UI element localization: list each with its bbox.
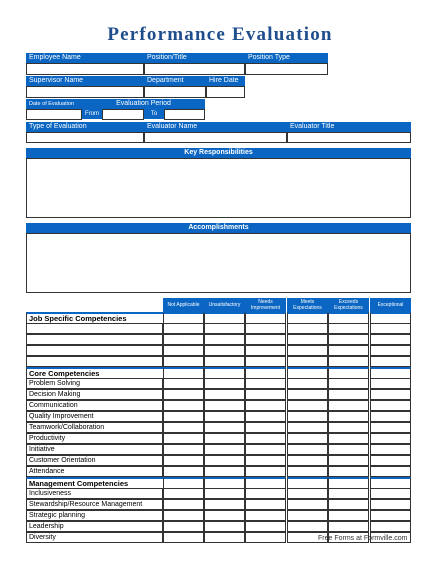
- rating-cell[interactable]: [163, 312, 204, 323]
- rating-cell[interactable]: [370, 334, 411, 345]
- rating-cell[interactable]: [163, 532, 204, 543]
- rating-cell[interactable]: [163, 466, 204, 477]
- rating-cell[interactable]: [370, 455, 411, 466]
- rating-cell[interactable]: [163, 455, 204, 466]
- rating-cell[interactable]: [163, 521, 204, 532]
- type-of-evaluation-label: Type of Evaluation: [26, 122, 144, 132]
- rating-cell[interactable]: [245, 510, 286, 521]
- department-label: Department: [144, 76, 206, 86]
- rating-cell[interactable]: [328, 345, 369, 356]
- rating-cell[interactable]: [163, 510, 204, 521]
- accomplishments-field[interactable]: [26, 233, 411, 293]
- footer-credit: Free Forms at Formville.com: [318, 535, 408, 542]
- rating-cell[interactable]: [163, 345, 204, 356]
- rating-cell[interactable]: [204, 312, 245, 323]
- rating-column-header: Not Applicable: [163, 298, 204, 312]
- rating-cell[interactable]: [245, 323, 286, 334]
- rating-cell[interactable]: [328, 378, 369, 389]
- rating-cell[interactable]: [204, 422, 245, 433]
- rating-cell[interactable]: [370, 433, 411, 444]
- rating-cell[interactable]: [328, 433, 369, 444]
- rating-column-header: Meets Expectations: [287, 298, 328, 312]
- rating-cell[interactable]: [287, 422, 328, 433]
- competency-item: Communication: [26, 400, 163, 411]
- rating-cell[interactable]: [328, 477, 369, 488]
- rating-cell[interactable]: [245, 345, 286, 356]
- competency-item: Attendance: [26, 466, 163, 477]
- rating-cell[interactable]: [287, 367, 328, 378]
- rating-cell[interactable]: [287, 411, 328, 422]
- rating-cell[interactable]: [245, 312, 286, 323]
- supervisor-name-field[interactable]: [26, 86, 144, 98]
- competency-item: Diversity: [26, 532, 163, 543]
- rating-cell[interactable]: [328, 444, 369, 455]
- rating-cell[interactable]: [245, 422, 286, 433]
- competency-item: Customer Orientation: [26, 455, 163, 466]
- competency-item: Inclusiveness: [26, 488, 163, 499]
- rating-cell[interactable]: [287, 345, 328, 356]
- to-label: To: [144, 109, 164, 119]
- from-date-field[interactable]: [102, 109, 144, 120]
- rating-cell[interactable]: [328, 422, 369, 433]
- rating-cell[interactable]: [245, 411, 286, 422]
- rating-cell[interactable]: [204, 356, 245, 367]
- rating-cell[interactable]: [287, 400, 328, 411]
- rating-cell[interactable]: [163, 356, 204, 367]
- rating-cell[interactable]: [163, 433, 204, 444]
- rating-cell[interactable]: [163, 499, 204, 510]
- rating-cell[interactable]: [328, 455, 369, 466]
- rating-cell[interactable]: [287, 521, 328, 532]
- competency-item: [26, 356, 163, 367]
- rating-cell[interactable]: [370, 521, 411, 532]
- evaluator-name-field[interactable]: [144, 132, 287, 143]
- rating-cell[interactable]: [245, 466, 286, 477]
- competency-section-title: Management Competencies: [26, 477, 163, 488]
- rating-cell[interactable]: [204, 477, 245, 488]
- position-title-field[interactable]: [144, 63, 245, 75]
- rating-cell[interactable]: [163, 488, 204, 499]
- rating-column-header: Exceeds Expectations: [328, 298, 369, 312]
- rating-cell[interactable]: [163, 389, 204, 400]
- employee-name-label: Employee Name: [26, 53, 144, 63]
- rating-cell[interactable]: [204, 499, 245, 510]
- rating-cell[interactable]: [204, 389, 245, 400]
- competency-item: Problem Solving: [26, 378, 163, 389]
- rating-cell[interactable]: [370, 312, 411, 323]
- rating-cell[interactable]: [163, 400, 204, 411]
- rating-cell[interactable]: [163, 367, 204, 378]
- rating-cell[interactable]: [287, 510, 328, 521]
- rating-cell[interactable]: [328, 334, 369, 345]
- rating-column-header: Needs Improvement: [245, 298, 286, 312]
- from-label: From: [82, 109, 102, 119]
- rating-cell[interactable]: [370, 323, 411, 334]
- key-responsibilities-field[interactable]: [26, 158, 411, 218]
- rating-cell[interactable]: [287, 488, 328, 499]
- rating-cell[interactable]: [163, 323, 204, 334]
- rating-cell[interactable]: [370, 422, 411, 433]
- rating-header-blank: [26, 298, 163, 312]
- rating-cell[interactable]: [328, 400, 369, 411]
- rating-cell[interactable]: [370, 400, 411, 411]
- competency-item: Quality Improvement: [26, 411, 163, 422]
- rating-cell[interactable]: [204, 444, 245, 455]
- rating-cell[interactable]: [287, 433, 328, 444]
- supervisor-name-label: Supervisor Name: [26, 76, 144, 86]
- rating-cell[interactable]: [163, 411, 204, 422]
- key-responsibilities-header: Key Responsibilities: [26, 148, 411, 158]
- rating-cell[interactable]: [287, 444, 328, 455]
- rating-cell[interactable]: [370, 356, 411, 367]
- competency-section-title: Core Competencies: [26, 367, 163, 378]
- rating-cell[interactable]: [370, 499, 411, 510]
- rating-cell[interactable]: [328, 466, 369, 477]
- rating-cell[interactable]: [287, 499, 328, 510]
- type-of-evaluation-field[interactable]: [26, 132, 144, 143]
- rating-cell[interactable]: [287, 323, 328, 334]
- evaluator-title-field[interactable]: [287, 132, 411, 143]
- rating-cell[interactable]: [204, 532, 245, 543]
- hire-date-field[interactable]: [206, 86, 245, 98]
- department-field[interactable]: [144, 86, 206, 98]
- competency-item: Teamwork/Collaboration: [26, 422, 163, 433]
- rating-cell[interactable]: [204, 345, 245, 356]
- rating-cell[interactable]: [287, 356, 328, 367]
- rating-cell[interactable]: [204, 510, 245, 521]
- competency-item: [26, 334, 163, 345]
- rating-cell[interactable]: [204, 334, 245, 345]
- rating-cell[interactable]: [245, 455, 286, 466]
- rating-cell[interactable]: [245, 367, 286, 378]
- competency-item: Decision Making: [26, 389, 163, 400]
- rating-cell[interactable]: [204, 367, 245, 378]
- evaluation-period-label: Evaluation Period: [82, 99, 205, 109]
- page-title: Performance Evaluation: [107, 24, 333, 45]
- competency-item: [26, 345, 163, 356]
- employee-name-field[interactable]: [26, 63, 144, 75]
- rating-cell[interactable]: [163, 477, 204, 488]
- rating-cell[interactable]: [370, 389, 411, 400]
- rating-cell[interactable]: [245, 532, 286, 543]
- rating-cell[interactable]: [287, 378, 328, 389]
- rating-cell[interactable]: [287, 466, 328, 477]
- rating-cell[interactable]: [328, 323, 369, 334]
- date-of-evaluation-label: Date of Evaluation: [26, 99, 82, 109]
- rating-cell[interactable]: [328, 411, 369, 422]
- rating-cell[interactable]: [163, 378, 204, 389]
- rating-cell[interactable]: [245, 378, 286, 389]
- evaluator-name-label: Evaluator Name: [144, 122, 287, 132]
- competency-item: Stewardship/Resource Management: [26, 499, 163, 510]
- accomplishments-header: Accomplishments: [26, 223, 411, 233]
- rating-cell[interactable]: [204, 323, 245, 334]
- rating-cell[interactable]: [370, 444, 411, 455]
- rating-cell[interactable]: [163, 334, 204, 345]
- to-date-field[interactable]: [164, 109, 205, 120]
- rating-cell[interactable]: [370, 367, 411, 378]
- rating-column-header: Unsatisfactory: [204, 298, 245, 312]
- rating-cell[interactable]: [328, 356, 369, 367]
- rating-cell[interactable]: [245, 444, 286, 455]
- rating-cell[interactable]: [204, 466, 245, 477]
- competency-item: Strategic planning: [26, 510, 163, 521]
- rating-cell[interactable]: [287, 455, 328, 466]
- rating-cell[interactable]: [370, 378, 411, 389]
- rating-cell[interactable]: [287, 389, 328, 400]
- rating-cell[interactable]: [370, 477, 411, 488]
- rating-cell[interactable]: [370, 510, 411, 521]
- competency-section-title: Job Specific Competencies: [26, 312, 163, 323]
- rating-cell[interactable]: [370, 488, 411, 499]
- rating-cell[interactable]: [245, 488, 286, 499]
- rating-cell[interactable]: [245, 389, 286, 400]
- rating-cell[interactable]: [287, 312, 328, 323]
- competency-item: Initiative: [26, 444, 163, 455]
- rating-cell[interactable]: [163, 422, 204, 433]
- position-title-label: Position/Title: [144, 53, 245, 63]
- rating-cell[interactable]: [328, 521, 369, 532]
- rating-cell[interactable]: [287, 334, 328, 345]
- rating-cell[interactable]: [245, 477, 286, 488]
- rating-cell[interactable]: [370, 345, 411, 356]
- competency-item: Productivity: [26, 433, 163, 444]
- evaluator-title-label: Evaluator Title: [287, 122, 411, 132]
- rating-cell[interactable]: [245, 400, 286, 411]
- rating-cell[interactable]: [370, 411, 411, 422]
- rating-cell[interactable]: [245, 356, 286, 367]
- rating-cell[interactable]: [204, 488, 245, 499]
- rating-cell[interactable]: [328, 312, 369, 323]
- hire-date-label: Hire Date: [206, 76, 245, 86]
- rating-cell[interactable]: [370, 466, 411, 477]
- date-of-evaluation-field[interactable]: [26, 109, 82, 120]
- rating-cell[interactable]: [204, 378, 245, 389]
- position-type-label: Position Type: [245, 53, 328, 63]
- competency-item: Leadership: [26, 521, 163, 532]
- competency-item: [26, 323, 163, 334]
- rating-cell[interactable]: [328, 499, 369, 510]
- rating-cell[interactable]: [163, 444, 204, 455]
- rating-cell[interactable]: [328, 367, 369, 378]
- rating-cell[interactable]: [204, 455, 245, 466]
- rating-cell[interactable]: [204, 411, 245, 422]
- rating-column-header: Exceptional: [370, 298, 411, 312]
- rating-cell[interactable]: [328, 488, 369, 499]
- rating-cell[interactable]: [245, 521, 286, 532]
- rating-cell[interactable]: [328, 510, 369, 521]
- rating-cell[interactable]: [245, 334, 286, 345]
- rating-cell[interactable]: [204, 400, 245, 411]
- rating-cell[interactable]: [204, 521, 245, 532]
- rating-cell[interactable]: [328, 389, 369, 400]
- position-type-field[interactable]: [245, 63, 328, 75]
- rating-cell[interactable]: [245, 499, 286, 510]
- rating-cell[interactable]: [204, 433, 245, 444]
- rating-cell[interactable]: [245, 433, 286, 444]
- rating-cell[interactable]: [287, 477, 328, 488]
